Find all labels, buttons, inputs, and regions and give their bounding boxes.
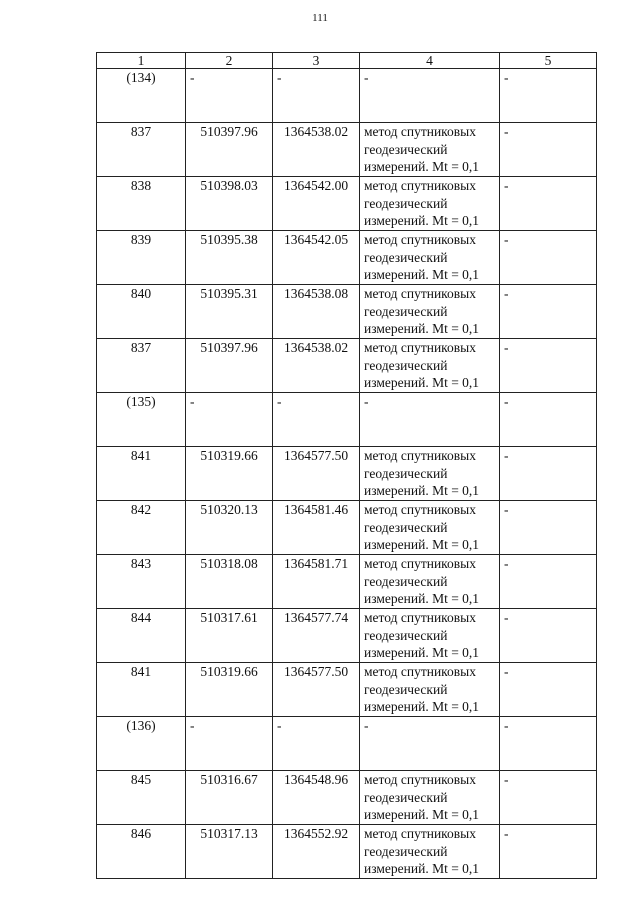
cell-method: метод спутниковых геодезический измерений. Mt = 0,1 — [360, 825, 500, 879]
cell-method: метод спутниковых геодезический измерений. Mt = 0,1 — [360, 177, 500, 231]
cell-note: - — [500, 555, 597, 609]
cell-y: 1364548.96 — [273, 771, 360, 825]
cell-note: - — [500, 69, 597, 123]
cell-x: 510320.13 — [186, 501, 273, 555]
cell-point-number: 845 — [97, 771, 186, 825]
cell-point-number: 843 — [97, 555, 186, 609]
cell-point-number: 841 — [97, 447, 186, 501]
cell-y: 1364577.74 — [273, 609, 360, 663]
cell-method: метод спутниковых геодезический измерений. Mt = 0,1 — [360, 663, 500, 717]
cell-note: - — [500, 123, 597, 177]
cell-point-number: (136) — [97, 717, 186, 771]
cell-note: - — [500, 825, 597, 879]
cell-method: метод спутниковых геодезический измерений. Mt = 0,1 — [360, 339, 500, 393]
cell-x: 510397.96 — [186, 123, 273, 177]
cell-y: 1364581.71 — [273, 555, 360, 609]
column-header-5: 5 — [500, 53, 597, 69]
cell-y: 1364552.92 — [273, 825, 360, 879]
cell-y: 1364538.02 — [273, 123, 360, 177]
cell-method: - — [360, 69, 500, 123]
cell-y: - — [273, 393, 360, 447]
cell-point-number: 837 — [97, 123, 186, 177]
cell-x: 510397.96 — [186, 339, 273, 393]
table-row — [97, 825, 597, 879]
cell-note: - — [500, 393, 597, 447]
cell-x: - — [186, 393, 273, 447]
cell-point-number: 837 — [97, 339, 186, 393]
cell-y: - — [273, 69, 360, 123]
cell-point-number: 842 — [97, 501, 186, 555]
table-row — [97, 771, 597, 825]
cell-note: - — [500, 663, 597, 717]
cell-note: - — [500, 447, 597, 501]
cell-point-number: (134) — [97, 69, 186, 123]
cell-method: метод спутниковых геодезический измерений. Mt = 0,1 — [360, 609, 500, 663]
cell-x: 510316.67 — [186, 771, 273, 825]
cell-y: 1364577.50 — [273, 663, 360, 717]
cell-method: метод спутниковых геодезический измерений. Mt = 0,1 — [360, 501, 500, 555]
cell-note: - — [500, 609, 597, 663]
cell-method: - — [360, 393, 500, 447]
cell-x: 510398.03 — [186, 177, 273, 231]
cell-x: 510317.61 — [186, 609, 273, 663]
cell-point-number: 844 — [97, 609, 186, 663]
table-row — [97, 609, 597, 663]
table-row — [97, 69, 597, 123]
column-header-2: 2 — [186, 53, 273, 69]
cell-point-number: 839 — [97, 231, 186, 285]
cell-y: 1364538.08 — [273, 285, 360, 339]
cell-note: - — [500, 285, 597, 339]
cell-point-number: 846 — [97, 825, 186, 879]
cell-x: 510319.66 — [186, 663, 273, 717]
cell-point-number: (135) — [97, 393, 186, 447]
column-header-4: 4 — [360, 53, 500, 69]
table-row — [97, 717, 597, 771]
cell-note: - — [500, 231, 597, 285]
cell-x: 510395.31 — [186, 285, 273, 339]
cell-y: 1364577.50 — [273, 447, 360, 501]
cell-y: - — [273, 717, 360, 771]
cell-note: - — [500, 501, 597, 555]
cell-method: - — [360, 717, 500, 771]
cell-x: 510317.13 — [186, 825, 273, 879]
table-row — [97, 123, 597, 177]
cell-method: метод спутниковых геодезический измерений. Mt = 0,1 — [360, 123, 500, 177]
coordinates-table — [96, 52, 597, 879]
cell-point-number: 838 — [97, 177, 186, 231]
table-body — [97, 69, 597, 879]
cell-x: - — [186, 69, 273, 123]
table-row — [97, 393, 597, 447]
cell-y: 1364581.46 — [273, 501, 360, 555]
page-number: 111 — [312, 12, 328, 24]
table-header-row — [97, 53, 597, 69]
cell-y: 1364542.00 — [273, 177, 360, 231]
cell-y: 1364542.05 — [273, 231, 360, 285]
table-row — [97, 339, 597, 393]
column-header-1: 1 — [97, 53, 186, 69]
table-row — [97, 663, 597, 717]
cell-x: - — [186, 717, 273, 771]
table-row — [97, 555, 597, 609]
cell-x: 510395.38 — [186, 231, 273, 285]
cell-y: 1364538.02 — [273, 339, 360, 393]
cell-method: метод спутниковых геодезический измерений. Mt = 0,1 — [360, 555, 500, 609]
table-row — [97, 501, 597, 555]
cell-method: метод спутниковых геодезический измерений. Mt = 0,1 — [360, 447, 500, 501]
cell-method: метод спутниковых геодезический измерений. Mt = 0,1 — [360, 285, 500, 339]
cell-point-number: 840 — [97, 285, 186, 339]
table-row — [97, 177, 597, 231]
table-row — [97, 447, 597, 501]
cell-x: 510319.66 — [186, 447, 273, 501]
cell-note: - — [500, 339, 597, 393]
cell-point-number: 841 — [97, 663, 186, 717]
cell-method: метод спутниковых геодезический измерений. Mt = 0,1 — [360, 231, 500, 285]
cell-note: - — [500, 771, 597, 825]
cell-note: - — [500, 717, 597, 771]
table-row — [97, 231, 597, 285]
cell-method: метод спутниковых геодезический измерений. Mt = 0,1 — [360, 771, 500, 825]
cell-note: - — [500, 177, 597, 231]
column-header-3: 3 — [273, 53, 360, 69]
table-row — [97, 285, 597, 339]
cell-x: 510318.08 — [186, 555, 273, 609]
